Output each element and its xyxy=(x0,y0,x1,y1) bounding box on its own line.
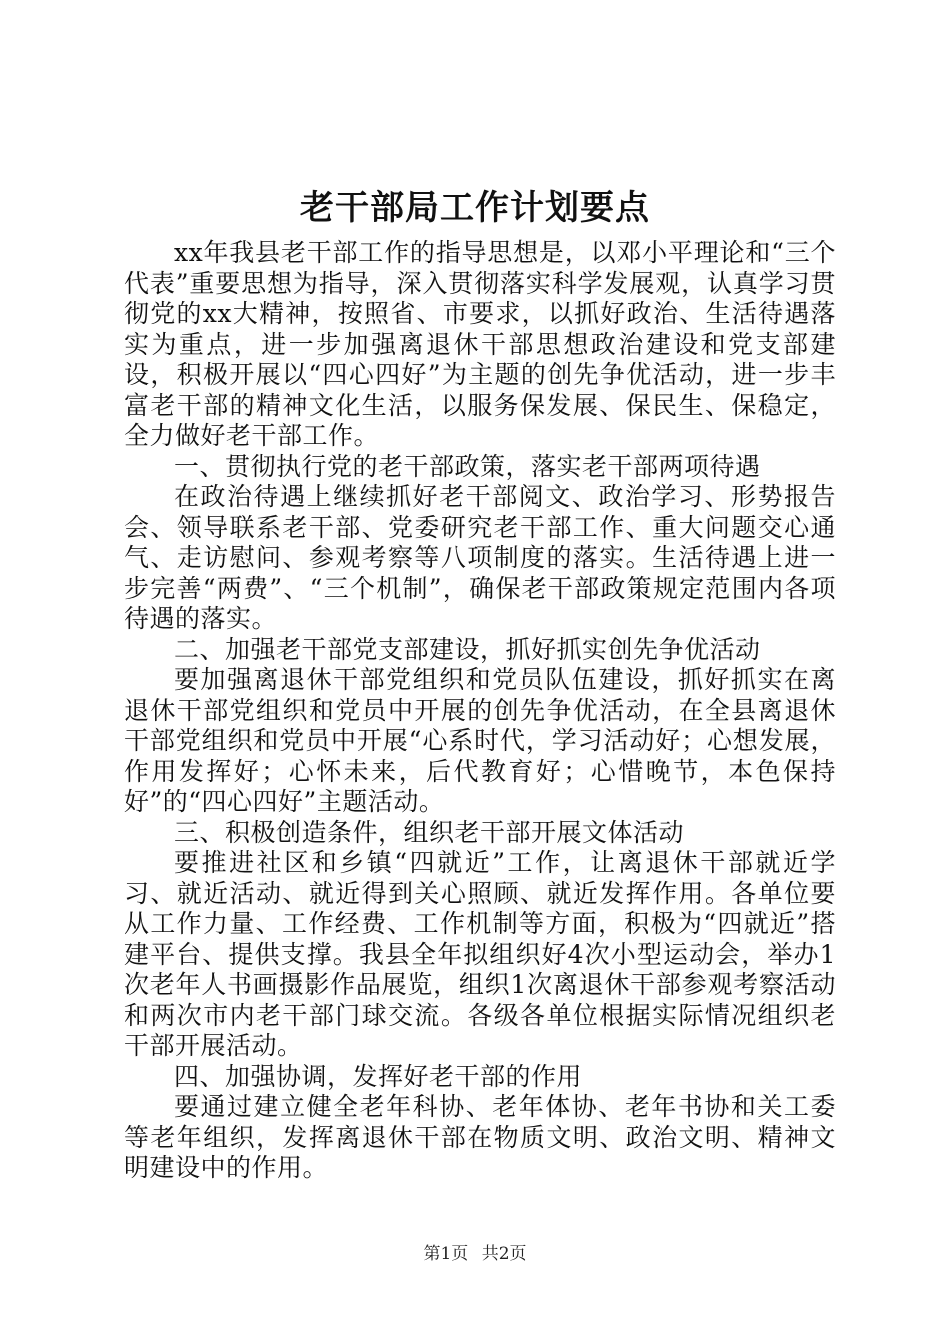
section-paragraph-1: 在政治待遇上继续抓好老干部阅文、政治学习、形势报告会、领导联系老干部、党委研究老干部工作、重大问题交心通气、走访慰问、参观考察等八项制度的落实。生活待遇上进一步完善“两费”、“三个机制”，确保老干部政策规定范围内各项待遇的落实。 xyxy=(124,482,836,633)
section-heading-1: 一、贯彻执行党的老干部政策，落实老干部两项待遇 xyxy=(174,451,761,481)
section-paragraph-4: 要通过建立健全老年科协、老年体协、老年书协和关工委等老年组织，发挥离退休干部在物质文明、政治文明、精神文明建设中的作用。 xyxy=(124,1092,836,1182)
page-footer xyxy=(0,1242,950,1266)
document-body xyxy=(124,238,836,1184)
intro-paragraph: xx年我县老干部工作的指导思想是，以邓小平理论和“三个代表”重要思想为指导，深入贯彻落实科学发展观，认真学习贯彻党的xx大精神，按照省、市要求，以抓好政治、生活待遇落实为重点，进一步加强离退休干部思想政治建设和党支部建设，积极开展以“四心四好”为主题的创先争优活动，进一步丰富老干部的精神文化生活，以服务保发展、保民生、保稳定，全力做好老干部工作。 xyxy=(124,238,836,450)
page-total: 共2页 xyxy=(481,1244,527,1264)
section-heading-3: 三、积极创造条件，组织老干部开展文体活动 xyxy=(174,817,685,847)
section-heading-2: 二、加强老干部党支部建设，抓好抓实创先争优活动 xyxy=(174,634,761,664)
section-paragraph-2: 要加强离退休干部党组织和党员队伍建设，抓好抓实在离退休干部党组织和党员中开展的创先争优活动，在全县离退休干部党组织和党员中开展“心系时代，学习活动好；心想发展，作用发挥好；心怀未来，后代教育好；心惜晚节，本色保持好”的“四心四好”主题活动。 xyxy=(124,665,836,816)
document-title: 老干部局工作计划要点 xyxy=(300,188,650,228)
page-number: 第1页 xyxy=(423,1244,469,1264)
section-heading-4: 四、加强协调，发挥好老干部的作用 xyxy=(174,1061,583,1091)
section-paragraph-3: 要推进社区和乡镇“四就近”工作，让离退休干部就近学习、就近活动、就近得到关心照顾、就近发挥作用。各单位要从工作力量、工作经费、工作机制等方面，积极为“四就近”搭建平台、提供支撑。我县全年拟组织好4次小型运动会，举办1次老年人书画摄影作品展览，组织1次离退休干部参观考察活动和两次市内老干部门球交流。各级各单位根据实际情况组织老干部开展活动。 xyxy=(124,848,836,1060)
